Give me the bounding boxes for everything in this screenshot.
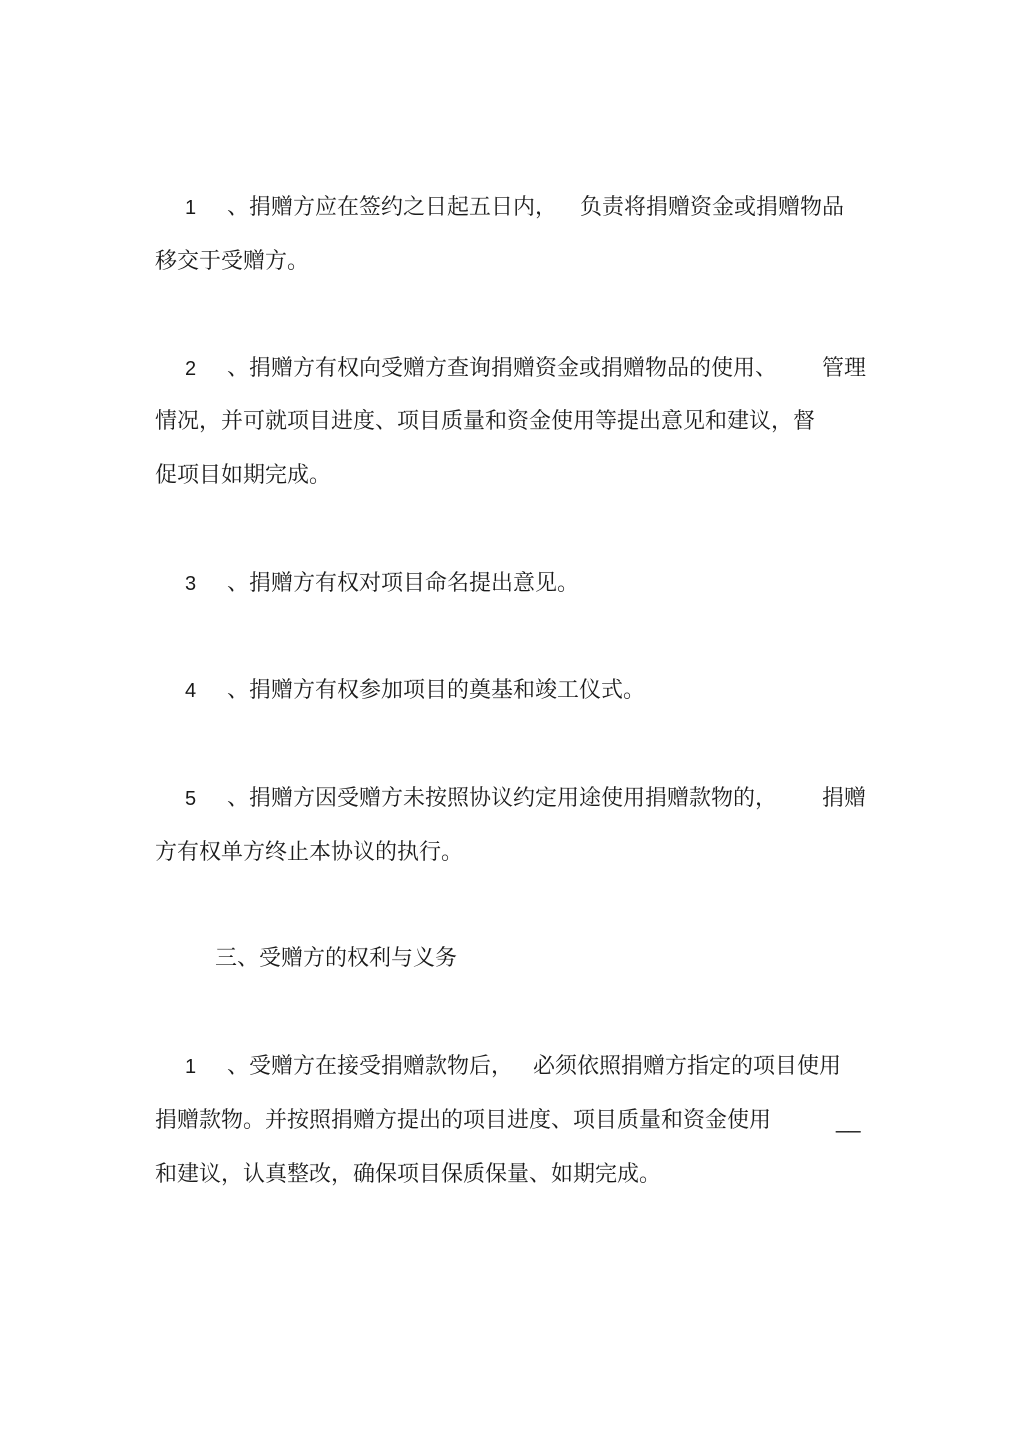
clause-3-1-line-2: 捐赠款物。并按照捐赠方提出的项目进度、项目质量和资金使用 [155, 1108, 772, 1133]
clause-2-5-line-1 [155, 784, 777, 814]
clause-text: 、受赠方在接受捐赠款物后， [227, 1054, 514, 1079]
clause-text: 、捐赠方有权向受赠方查询捐赠资金或捐赠物品的使用、 [227, 356, 778, 381]
clause-2-2-line-1-right: 管理 [822, 356, 867, 381]
clause-2-1-line-1-right: 负责将捐赠资金或捐赠物品 [580, 195, 845, 220]
clause-3-1-line-3: 和建议，认真整改，确保项目保质保量、如期完成。 [155, 1162, 662, 1187]
clause-text: 、捐赠方有权对项目命名提出意见。 [227, 571, 580, 596]
clause-3-1-line-1-right: 必须依照捐赠方指定的项目使用 [533, 1054, 842, 1079]
clause-2-1-line-2: 移交于受赠方。 [155, 249, 310, 274]
clause-number: 4 [185, 680, 197, 702]
clause-text: 、捐赠方应在签约之日起五日内， [227, 195, 558, 220]
clause-number: 1 [185, 197, 197, 219]
clause-2-3-line-1 [155, 569, 579, 599]
clause-3-1-line-1 [155, 1052, 513, 1082]
clause-number: 1 [185, 1056, 197, 1078]
clause-2-5-line-2: 方有权单方终止本协议的执行。 [155, 840, 464, 865]
fill-in-blank: __ [836, 1108, 861, 1133]
clause-number: 5 [185, 788, 197, 810]
clause-text: 、捐赠方有权参加项目的奠基和竣工仪式。 [227, 678, 646, 703]
clause-2-2-line-3: 促项目如期完成。 [155, 463, 332, 488]
clause-number: 2 [185, 358, 197, 380]
clause-2-5-line-1-right: 捐赠 [822, 786, 867, 811]
clause-2-4-line-1 [155, 676, 645, 706]
clause-2-2-line-1 [155, 354, 777, 384]
clause-number: 3 [185, 573, 197, 595]
section-3-heading: 三、受赠方的权利与义务 [215, 946, 458, 971]
clause-2-2-line-2: 情况，并可就项目进度、项目质量和资金使用等提出意见和建议，督 [155, 409, 816, 434]
clause-text: 、捐赠方因受赠方未按照协议约定用途使用捐赠款物的， [227, 786, 778, 811]
clause-2-1-line-1 [155, 193, 557, 223]
